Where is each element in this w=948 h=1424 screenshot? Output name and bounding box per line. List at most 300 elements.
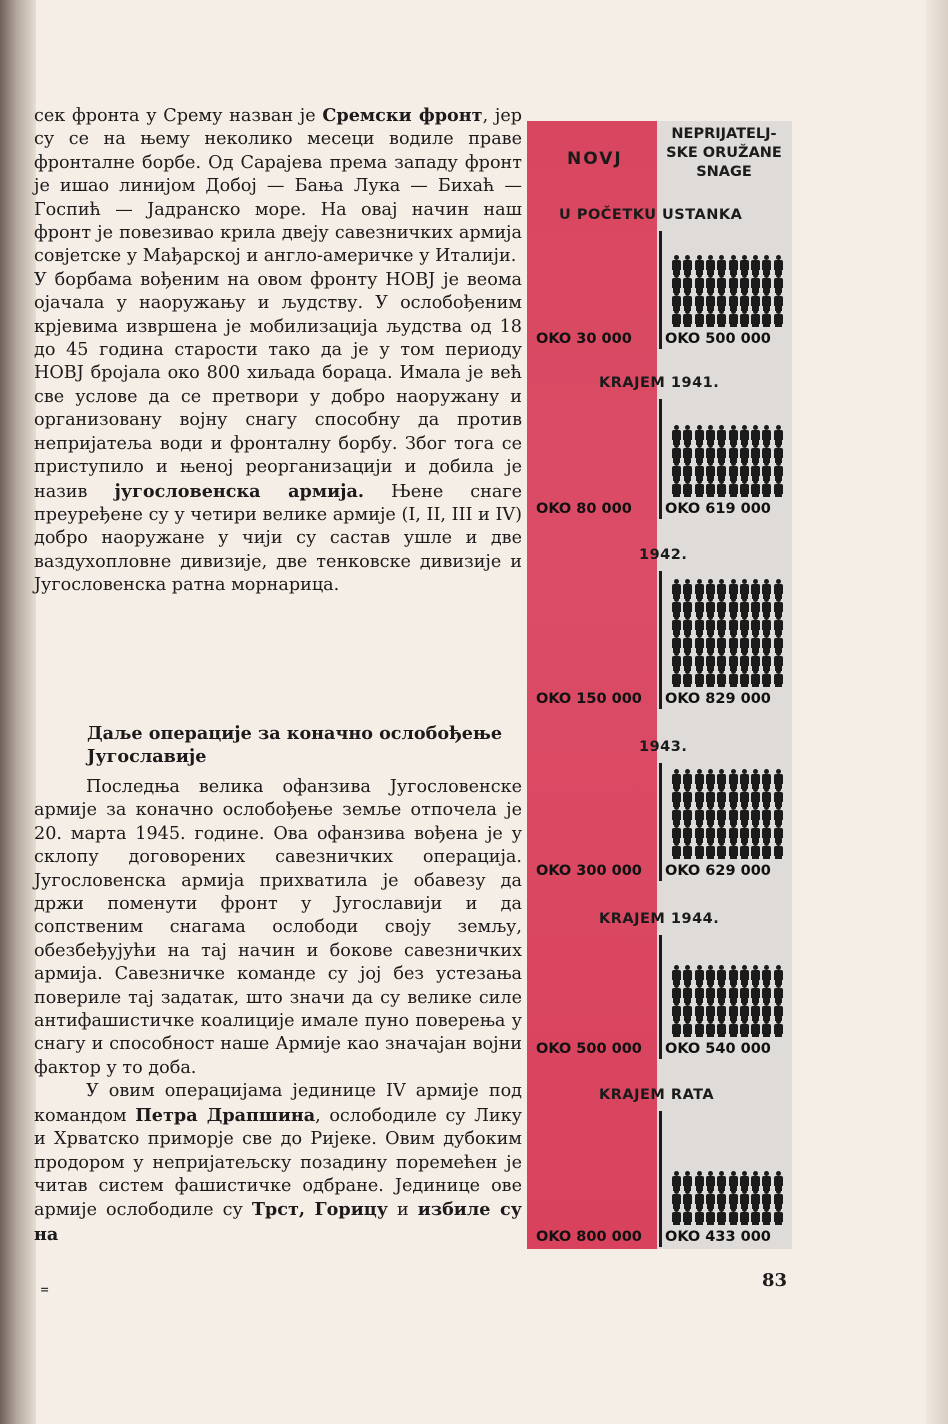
soldier-icon (694, 615, 704, 635)
soldier-icon (671, 615, 681, 635)
soldier-icon (773, 651, 783, 671)
soldier-icon (716, 1001, 726, 1021)
soldier-icon (750, 425, 760, 445)
soldier-icon (739, 1001, 749, 1021)
soldier-icon (728, 841, 738, 859)
soldier-icon (694, 1001, 704, 1021)
paragraph-novj-reorganization: У борбама вођеним на овом фронту НОВЈ је веома ојачала у наоружању и људству. У ослобођеним крјевима извршена је мобилизација људства од 18 до 45 година старости тако да је у том периоду НОВЈ бројала око 800 хиљада бораца. Имала је већ све услове да се претвори у добро наоружану и организовану војну снагу способну да против непријатеља води и фронталну борбу. Због тога се приступило и њеној реорганизацији и добила је назив југословенска армија. Њене снаге преуређене су у четири велике армије (I, II, III и IV) добро наоружане у чији су састав ушле и две ваздухопловне дивизије, две тенковске дивизије и Југословенска ратна морнарица. (34, 269, 523, 596)
soldier-icon (694, 597, 704, 617)
term-petar-drapsin: Петра Драпшина (135, 1104, 316, 1126)
soldier-icon (739, 787, 749, 807)
soldier-icon (773, 1001, 783, 1021)
soldier-icon (671, 1207, 681, 1225)
soldier-icon (761, 479, 771, 497)
enemy-value: OKO 540 000 (665, 1041, 771, 1057)
soldier-icon (694, 651, 704, 671)
soldier-icon (773, 965, 783, 985)
soldier-icon (682, 291, 692, 311)
soldier-icon (750, 1207, 760, 1225)
soldier-icon (682, 633, 692, 653)
soldier-icon (728, 479, 738, 497)
enemy-value: OKO 500 000 (665, 331, 771, 347)
soldier-icon (682, 841, 692, 859)
soldier-icon (728, 633, 738, 653)
soldier-icon (705, 291, 715, 311)
soldier-icon (671, 669, 681, 687)
soldier-icon (761, 615, 771, 635)
soldier-icon (750, 633, 760, 653)
soldier-icon (705, 1207, 715, 1225)
soldier-icon (773, 461, 783, 481)
soldier-icon (682, 425, 692, 445)
soldier-icon (750, 841, 760, 859)
soldier-icon (773, 841, 783, 859)
soldier-icon (773, 1171, 783, 1191)
soldier-icon (750, 1189, 760, 1209)
soldier-icon (728, 1189, 738, 1209)
soldier-icon (694, 669, 704, 687)
soldier-icon (682, 597, 692, 617)
soldier-icon (773, 579, 783, 599)
enemy-header: NEPRIJATELJ-SKE ORUŽANE SNAGE (666, 126, 782, 180)
section-heading: Даље операције за коначно ослобођење Југославије (87, 723, 503, 767)
soldier-icon (750, 273, 760, 293)
soldier-icon (716, 983, 726, 1003)
soldier-icon (694, 633, 704, 653)
soldier-icon (671, 651, 681, 671)
soldier-icon (694, 823, 704, 843)
soldier-icon (773, 479, 783, 497)
soldier-icon (728, 1019, 738, 1037)
term-srem-front: Сремски фронт (322, 105, 483, 126)
soldier-icon (739, 597, 749, 617)
novj-value: OKO 800 000 (536, 1229, 642, 1245)
soldier-icon (728, 273, 738, 293)
soldier-icon (716, 805, 726, 825)
soldier-icon (682, 965, 692, 985)
period-divider (659, 231, 662, 349)
soldier-icon (682, 823, 692, 843)
soldier-icon (705, 597, 715, 617)
soldier-icon (761, 1171, 771, 1191)
soldier-icon (705, 1019, 715, 1037)
soldier-icon (694, 309, 704, 327)
soldier-icon (739, 1207, 749, 1225)
soldier-icon (773, 787, 783, 807)
soldier-icon (728, 787, 738, 807)
soldier-icon (705, 461, 715, 481)
soldier-icon (739, 651, 749, 671)
soldier-icon (682, 769, 692, 789)
soldier-icon (750, 479, 760, 497)
soldier-icon (761, 273, 771, 293)
soldier-icon (716, 965, 726, 985)
soldier-icon (739, 769, 749, 789)
soldier-icon (750, 769, 760, 789)
soldier-icon (682, 787, 692, 807)
soldier-icon (705, 579, 715, 599)
novj-value: OKO 500 000 (536, 1041, 642, 1057)
soldier-icon (750, 443, 760, 463)
soldier-icon (682, 579, 692, 599)
soldier-icon (750, 787, 760, 807)
soldier-icon (705, 823, 715, 843)
soldier-icon (761, 1001, 771, 1021)
soldier-icon (716, 443, 726, 463)
soldier-icon (682, 615, 692, 635)
soldier-icon (739, 1171, 749, 1191)
soldier-icon (694, 479, 704, 497)
soldier-icon (728, 983, 738, 1003)
soldier-icon (694, 461, 704, 481)
soldier-icon (773, 1189, 783, 1209)
soldier-icon (705, 633, 715, 653)
soldier-icon (671, 597, 681, 617)
soldier-icon (750, 965, 760, 985)
soldier-icon (716, 841, 726, 859)
soldier-icon (671, 1019, 681, 1037)
soldier-icon (671, 443, 681, 463)
soldier-icon (705, 787, 715, 807)
soldier-icon (716, 461, 726, 481)
soldier-icon (716, 633, 726, 653)
soldier-icon (671, 965, 681, 985)
soldier-icon (739, 443, 749, 463)
soldier-icon (728, 579, 738, 599)
soldier-icon (694, 425, 704, 445)
soldier-icon (739, 255, 749, 275)
soldier-icon (761, 309, 771, 327)
soldier-icon (728, 309, 738, 327)
soldier-icon (671, 479, 681, 497)
soldier-icon (728, 1171, 738, 1191)
soldier-icon (705, 983, 715, 1003)
soldier-icon (761, 461, 771, 481)
soldier-icon (773, 597, 783, 617)
soldier-icon (671, 425, 681, 445)
soldier-icon (761, 669, 771, 687)
soldier-icon (671, 1001, 681, 1021)
soldier-icon (750, 823, 760, 843)
soldier-icon (761, 651, 771, 671)
period-divider (659, 763, 662, 881)
soldier-icon (682, 461, 692, 481)
soldier-icon (750, 291, 760, 311)
soldier-icon (773, 633, 783, 653)
soldier-icon (739, 983, 749, 1003)
period-label: KRAJEM 1944. (599, 911, 720, 927)
soldier-icon (739, 309, 749, 327)
soldier-icon (739, 461, 749, 481)
novj-value: OKO 30 000 (536, 331, 632, 347)
paragraph-srem-front: сек фронта у Срему назван је Сремски фронт, јер су се на њему неколико месеци водиле праве фронталне борбе. Од Сарајева према западу фронт је ишао линијом Добој — Бања Лука — Бихаћ — Госпић — Јадранско море. На овај начин наш фронт је повезивао крила двеју савезничких армија совјетске у Мађарској и англо-америчке у Италији. (34, 105, 522, 267)
soldier-icon (728, 597, 738, 617)
soldier-icon (716, 651, 726, 671)
soldier-icon (728, 425, 738, 445)
soldier-icon (705, 443, 715, 463)
soldier-icon (773, 805, 783, 825)
soldier-icon (716, 1171, 726, 1191)
soldier-icon (728, 255, 738, 275)
paragraph-fourth-army: У овим операцијама јединице IV армије под командом Петра Драпшина, ослободиле су Лику и Хрватско приморје све до Ријеке. Овим дубоким продором у непријатељску позадину поремећен је читав систем фашистичке одбране. Јединице ове армије ослободиле су Трст, Горицу и избиле су на (34, 1081, 522, 1245)
soldier-icon (728, 291, 738, 311)
soldier-icon (682, 669, 692, 687)
soldier-icon (773, 309, 783, 327)
soldier-icon (705, 615, 715, 635)
forces-comparison-chart (527, 121, 792, 1249)
soldier-icon (671, 983, 681, 1003)
soldier-icon (716, 273, 726, 293)
soldier-icon (750, 255, 760, 275)
soldier-icon (671, 633, 681, 653)
soldier-icon (705, 273, 715, 293)
soldier-icon (705, 425, 715, 445)
soldier-icon (761, 769, 771, 789)
soldier-icon (671, 1189, 681, 1209)
soldier-icon (671, 787, 681, 807)
soldier-icon (773, 1019, 783, 1037)
soldier-icon (705, 841, 715, 859)
soldier-icon (761, 841, 771, 859)
soldier-icon (739, 273, 749, 293)
soldier-icon (671, 769, 681, 789)
soldier-icon (739, 425, 749, 445)
soldier-icon (739, 1189, 749, 1209)
soldier-icon (750, 1171, 760, 1191)
period-label: KRAJEM 1941. (599, 375, 720, 391)
enemy-soldiers-block (671, 1171, 785, 1225)
soldier-icon (739, 633, 749, 653)
soldier-icon (761, 633, 771, 653)
period-divider (659, 935, 662, 1059)
footer-mark: = (40, 1283, 50, 1296)
soldier-icon (761, 1207, 771, 1225)
novj-value: OKO 150 000 (536, 691, 642, 707)
body-text-section-1 (34, 104, 522, 598)
soldier-icon (694, 273, 704, 293)
period-label: 1943. (639, 739, 688, 755)
period-divider (659, 571, 662, 709)
soldier-icon (739, 291, 749, 311)
soldier-icon (761, 443, 771, 463)
period-label: 1942. (639, 547, 688, 563)
period-label: U POČETKU USTANKA (559, 207, 743, 223)
soldier-icon (761, 1019, 771, 1037)
soldier-icon (716, 291, 726, 311)
soldier-icon (682, 273, 692, 293)
soldier-icon (739, 579, 749, 599)
soldier-icon (682, 479, 692, 497)
period-divider (659, 1111, 662, 1247)
enemy-soldiers-block (671, 255, 785, 327)
soldier-icon (716, 787, 726, 807)
soldier-icon (773, 615, 783, 635)
novj-value: OKO 80 000 (536, 501, 632, 517)
soldier-icon (716, 615, 726, 635)
soldier-icon (694, 1171, 704, 1191)
soldier-icon (694, 1207, 704, 1225)
soldier-icon (694, 255, 704, 275)
paragraph-final-offensive: Последња велика офанзива Југословенске армије за коначно ослобођење земље отпочела је 20. марта 1945. године. Ова офанзива вођена је у склопу договорених савезничких операција. Југословенска армија прихватила је обавезу да држи поменути фронт у Југославији и да сопственим снагама ослободи своју земљу, обезбеђујући на тај начин и бокове савезничких армија. Савезничке команде су јој без устезања повериле тај задатак, што значи да су велике силе антифашистичке коалиције имале пуно поверења у снагу и способност наше Армије као значајан војни фактор у то доба. (34, 777, 522, 1078)
soldier-icon (671, 823, 681, 843)
enemy-soldiers-block (671, 425, 785, 497)
soldier-icon (773, 291, 783, 311)
soldier-icon (739, 805, 749, 825)
soldier-icon (773, 1207, 783, 1225)
soldier-icon (761, 597, 771, 617)
soldier-icon (750, 597, 760, 617)
enemy-soldiers-block (671, 965, 785, 1037)
soldier-icon (716, 479, 726, 497)
soldier-icon (750, 1019, 760, 1037)
soldier-icon (728, 461, 738, 481)
soldier-icon (739, 669, 749, 687)
soldier-icon (682, 255, 692, 275)
soldier-icon (682, 1189, 692, 1209)
soldier-icon (761, 255, 771, 275)
soldier-icon (761, 579, 771, 599)
soldier-icon (716, 1189, 726, 1209)
soldier-icon (705, 651, 715, 671)
soldier-icon (750, 309, 760, 327)
soldier-icon (671, 805, 681, 825)
soldier-icon (682, 805, 692, 825)
soldier-icon (682, 443, 692, 463)
soldier-icon (773, 983, 783, 1003)
soldier-icon (682, 983, 692, 1003)
page-number: 83 (762, 1270, 788, 1291)
soldier-icon (694, 1189, 704, 1209)
soldier-icon (671, 273, 681, 293)
soldier-icon (761, 1189, 771, 1209)
enemy-soldiers-block (671, 579, 785, 687)
soldier-icon (728, 1207, 738, 1225)
soldier-icon (671, 461, 681, 481)
soldier-icon (716, 1019, 726, 1037)
soldier-icon (705, 965, 715, 985)
soldier-icon (761, 805, 771, 825)
soldier-icon (716, 597, 726, 617)
soldier-icon (694, 1019, 704, 1037)
soldier-icon (694, 805, 704, 825)
page-edge (926, 0, 948, 1424)
soldier-icon (761, 787, 771, 807)
term-reached: избиле су на (34, 1199, 522, 1245)
soldier-icon (705, 255, 715, 275)
soldier-icon (694, 965, 704, 985)
soldier-icon (739, 615, 749, 635)
soldier-icon (739, 479, 749, 497)
soldier-icon (773, 255, 783, 275)
soldier-icon (705, 805, 715, 825)
enemy-soldiers-block (671, 769, 785, 859)
enemy-value: OKO 829 000 (665, 691, 771, 707)
soldier-icon (694, 579, 704, 599)
soldier-icon (705, 1001, 715, 1021)
soldier-icon (671, 291, 681, 311)
soldier-icon (750, 615, 760, 635)
soldier-icon (694, 291, 704, 311)
soldier-icon (716, 1207, 726, 1225)
novj-header: NOVJ (567, 149, 623, 169)
soldier-icon (728, 651, 738, 671)
soldier-icon (750, 669, 760, 687)
soldier-icon (705, 1189, 715, 1209)
soldier-icon (694, 443, 704, 463)
soldier-icon (761, 425, 771, 445)
body-text-section-2 (34, 776, 522, 1247)
soldier-icon (728, 443, 738, 463)
soldier-icon (694, 841, 704, 859)
soldier-icon (739, 841, 749, 859)
soldier-icon (773, 443, 783, 463)
soldier-icon (739, 1019, 749, 1037)
soldier-icon (728, 965, 738, 985)
soldier-icon (773, 425, 783, 445)
soldier-icon (750, 983, 760, 1003)
enemy-value: OKO 629 000 (665, 863, 771, 879)
soldier-icon (761, 291, 771, 311)
soldier-icon (716, 255, 726, 275)
soldier-icon (761, 823, 771, 843)
soldier-icon (682, 1171, 692, 1191)
soldier-icon (716, 823, 726, 843)
soldier-icon (671, 579, 681, 599)
soldier-icon (728, 769, 738, 789)
soldier-icon (705, 669, 715, 687)
soldier-icon (671, 309, 681, 327)
enemy-value: OKO 619 000 (665, 501, 771, 517)
soldier-icon (716, 309, 726, 327)
soldier-icon (773, 823, 783, 843)
term-yugoslav-army: југословенска армија. (114, 480, 365, 502)
term-trieste-gorizia: Трст, Горицу (251, 1199, 389, 1221)
book-binding-shadow (0, 0, 36, 1424)
soldier-icon (694, 787, 704, 807)
soldier-icon (761, 965, 771, 985)
period-label: KRAJEM RATA (599, 1087, 715, 1103)
soldier-icon (716, 579, 726, 599)
soldier-icon (773, 769, 783, 789)
soldier-icon (716, 769, 726, 789)
soldier-icon (682, 1001, 692, 1021)
soldier-icon (705, 769, 715, 789)
novj-value: OKO 300 000 (536, 863, 642, 879)
soldier-icon (682, 1019, 692, 1037)
novj-band (527, 121, 657, 1249)
soldier-icon (773, 669, 783, 687)
soldier-icon (682, 1207, 692, 1225)
soldier-icon (750, 805, 760, 825)
soldier-icon (773, 273, 783, 293)
soldier-icon (705, 309, 715, 327)
soldier-icon (671, 841, 681, 859)
soldier-icon (716, 425, 726, 445)
soldier-icon (694, 983, 704, 1003)
soldier-icon (761, 983, 771, 1003)
soldier-icon (728, 823, 738, 843)
soldier-icon (750, 461, 760, 481)
soldier-icon (694, 769, 704, 789)
soldier-icon (728, 615, 738, 635)
soldier-icon (671, 1171, 681, 1191)
soldier-icon (728, 805, 738, 825)
soldier-icon (739, 823, 749, 843)
soldier-icon (682, 309, 692, 327)
soldier-icon (750, 651, 760, 671)
soldier-icon (728, 1001, 738, 1021)
soldier-icon (716, 669, 726, 687)
